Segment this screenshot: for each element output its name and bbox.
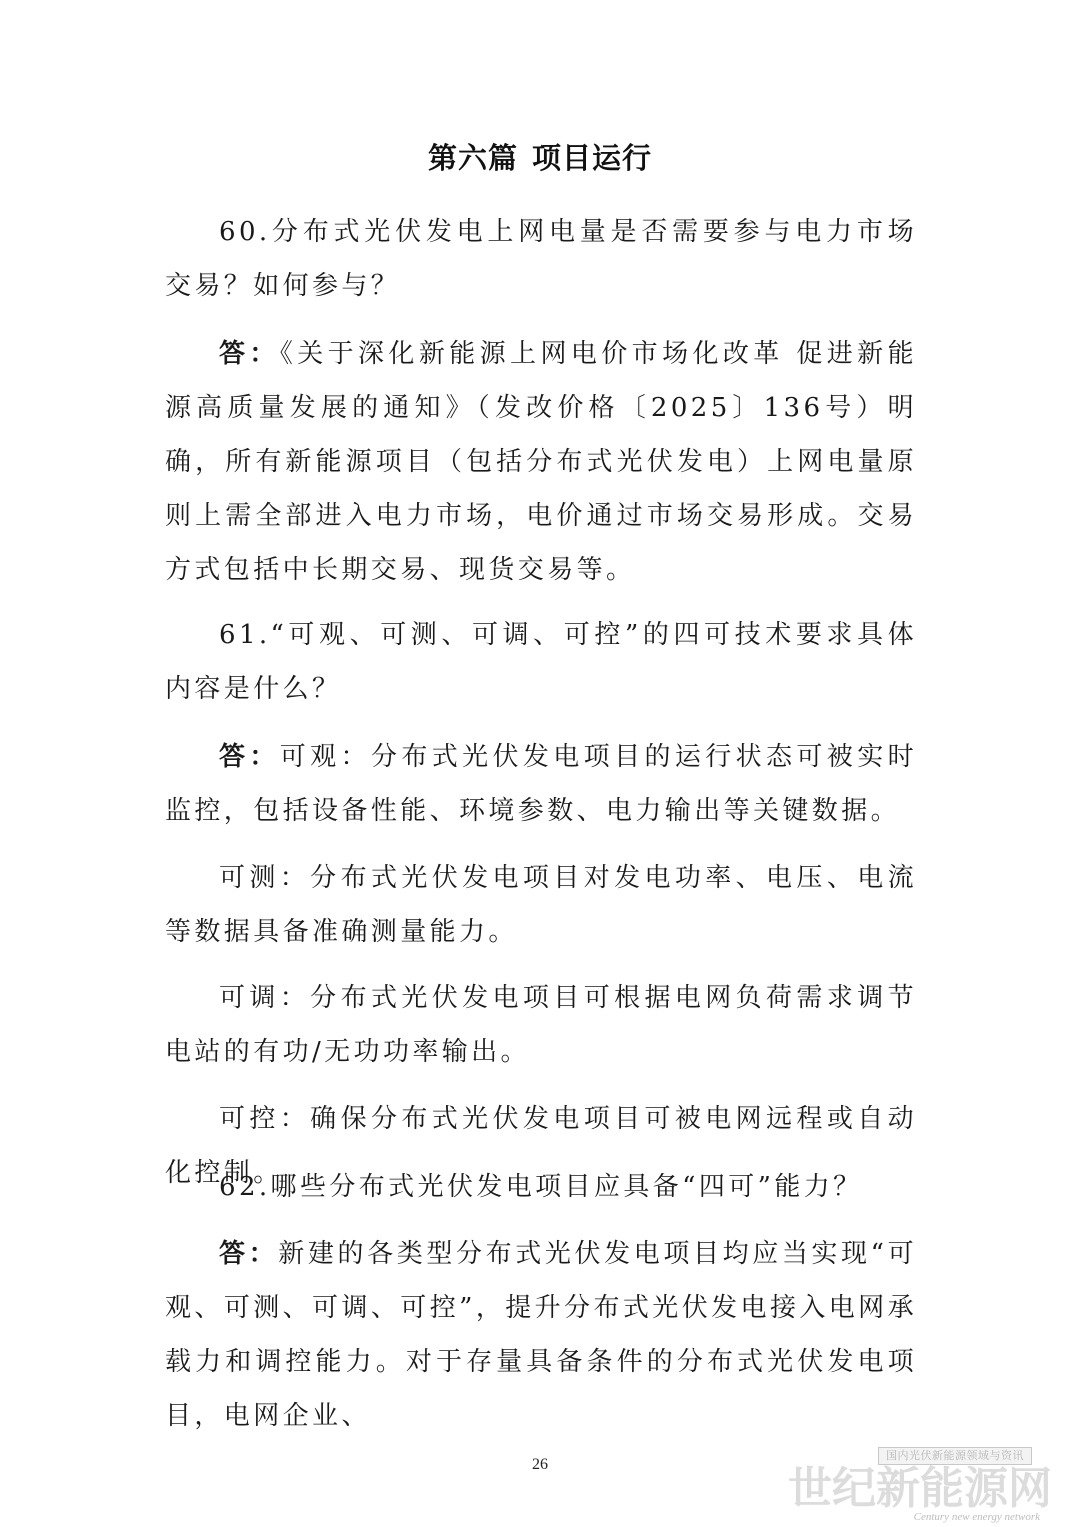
title-part-label: 第六篇 — [427, 141, 518, 175]
watermark-tagline: 国内光伏新能源领域与资讯 — [878, 1447, 1032, 1465]
answer-61-controllable: 可控：确保分布式光伏发电项目可被电网远程或自动化控制。 — [165, 1104, 917, 1188]
answer-61-adjustable: 可调：分布式光伏发电项目可根据电网负荷需求调节电站的有功/无功功率输出。 — [165, 983, 917, 1067]
answer-label: 答： — [219, 742, 280, 772]
answer-61-observable — [165, 730, 917, 838]
answer-label: 答： — [219, 1239, 279, 1269]
answer-60 — [165, 327, 917, 597]
watermark-logo — [788, 1445, 1060, 1525]
question-61: 61.“可观、可测、可调、可控”的四可技术要求具体内容是什么？ — [165, 620, 917, 704]
answer-60-text: 《关于深化新能源上网电价市场化改革 促进新能源高质量发展的通知》（发改价格〔2025〕136号）明确，所有新能源项目（包括分布式光伏发电）上网电量原则上需全部进入电力市场，电价通过市场交易形成。交易方式包括中长期交易、现货交易等。 — [165, 339, 917, 585]
watermark-brand: 世纪新能源网 — [788, 1463, 1052, 1514]
answer-62-text: 新建的各类型分布式光伏发电项目均应当实现“可观、可测、可调、可控”，提升分布式光伏发电接入电网承载力和调控能力。对于存量具备条件的分布式光伏发电项目，电网企业、 — [165, 1239, 917, 1431]
watermark-english: Century new energy network — [913, 1511, 1040, 1523]
title-section-name: 项目运行 — [532, 141, 653, 175]
answer-61-observable-text: 可观：分布式光伏发电项目的运行状态可被实时监控，包括设备性能、环境参数、电力输出等关键数据。 — [165, 742, 917, 826]
page-title — [0, 136, 1080, 180]
page-number: 26 — [532, 1456, 548, 1473]
answer-label: 答： — [219, 339, 280, 369]
answer-62 — [165, 1227, 917, 1443]
question-62: 62.哪些分布式光伏发电项目应具备“四可”能力？ — [219, 1172, 863, 1202]
question-60: 60.分布式光伏发电上网电量是否需要参与电力市场交易？如何参与？ — [165, 217, 917, 301]
answer-61-measurable: 可测：分布式光伏发电项目对发电功率、电压、电流等数据具备准确测量能力。 — [165, 863, 917, 947]
